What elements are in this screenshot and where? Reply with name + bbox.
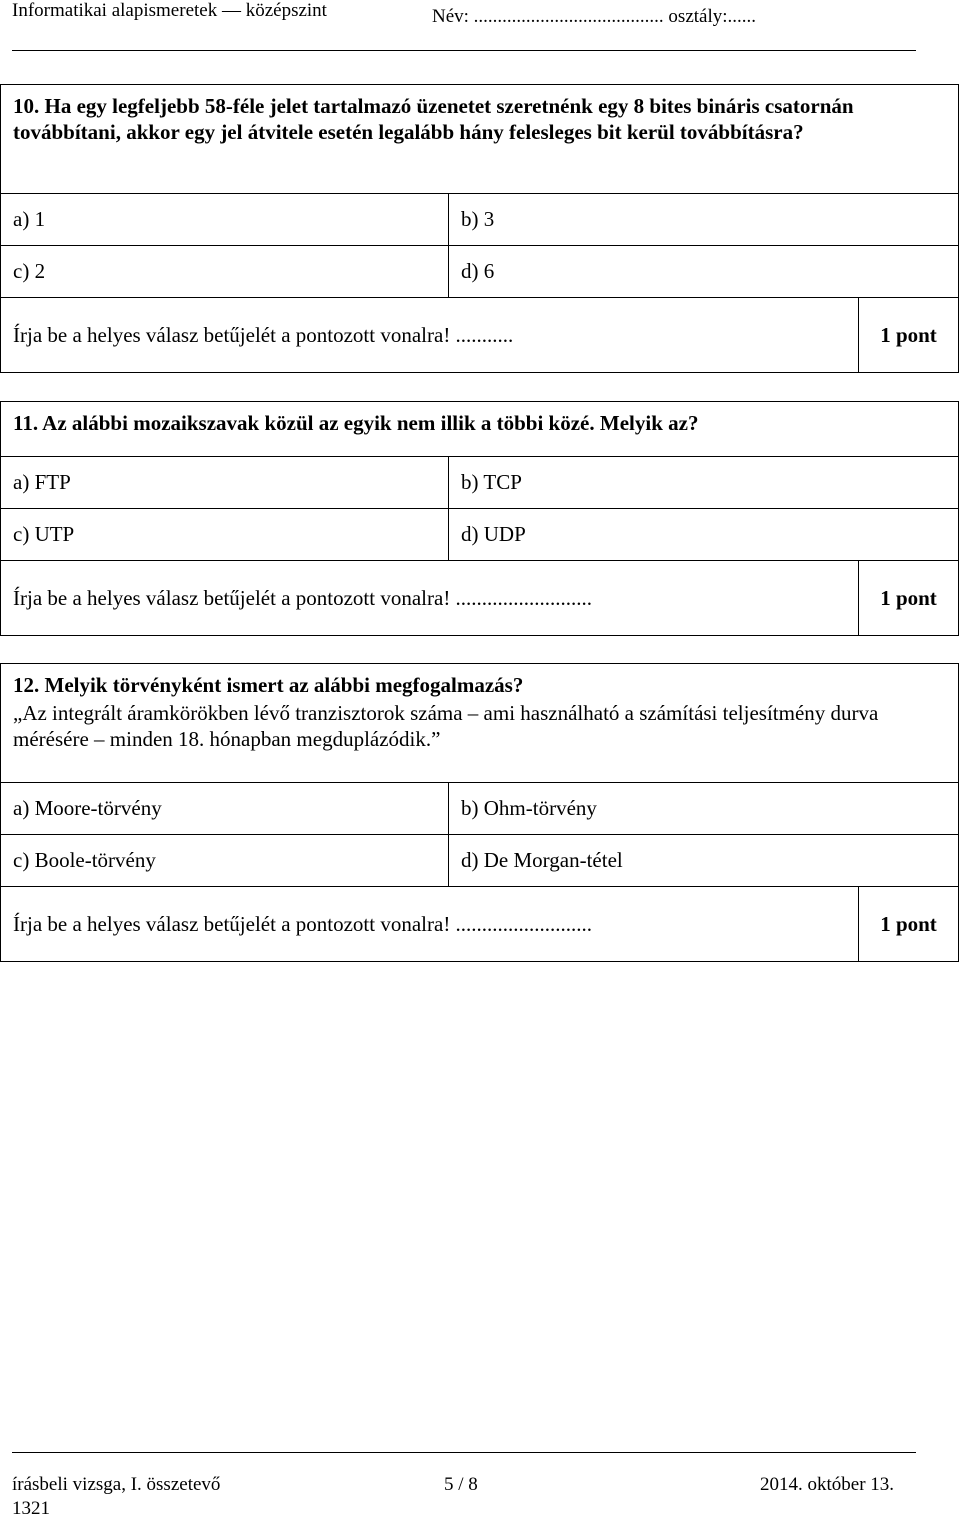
option-a: a) Moore-törvény <box>1 783 449 835</box>
question-10-title: 10. Ha egy legfeljebb 58-féle jelet tartalmazó üzenetet szeretnénk egy 8 bites bináris csatornán továbbítani, akkor egy jel átvitele esetén legalább hány felesleges bit kerül továbbításra? <box>1 85 959 194</box>
exam-label: írásbeli vizsga, I. összetevő <box>12 1474 221 1495</box>
question-11-title: 11. Az alábbi mozaikszavak közül az egyik nem illik a többi közé. Melyik az? <box>1 402 959 457</box>
question-12-title: 12. Melyik törvényként ismert az alábbi megfogalmazás? <box>13 673 524 697</box>
option-d: d) UDP <box>449 509 959 561</box>
page-header <box>12 0 916 52</box>
option-a: a) FTP <box>1 457 449 509</box>
question-12-table <box>0 663 959 962</box>
exam-date: 2014. október 13. <box>760 1474 895 1495</box>
option-d: d) De Morgan-tétel <box>449 835 959 887</box>
exam-code: 1321 <box>12 1498 50 1519</box>
name-class-field: Név: ........................................ osztály:...... <box>432 6 757 27</box>
question-12-quote: „Az integrált áramkörökben lévő tranzisztorok száma – ami használható a számítási teljesítmény durva mérésére – minden 18. hónapban megduplázódik.” <box>13 701 879 751</box>
points-label: 1 pont <box>859 887 959 962</box>
points-label: 1 pont <box>859 561 959 636</box>
option-c: c) 2 <box>1 246 449 298</box>
answer-instruction[interactable]: Írja be a helyes válasz betűjelét a pontozott vonalra! .......................... <box>1 561 859 636</box>
answer-instruction[interactable]: Írja be a helyes válasz betűjelét a pontozott vonalra! ........... <box>1 298 859 373</box>
header-rule <box>12 50 916 51</box>
answer-instruction[interactable]: Írja be a helyes válasz betűjelét a pontozott vonalra! .......................... <box>1 887 859 962</box>
question-12-cell <box>1 664 959 783</box>
option-b: b) TCP <box>449 457 959 509</box>
question-10-table <box>0 84 959 373</box>
option-b: b) Ohm-törvény <box>449 783 959 835</box>
page-number: 5 / 8 <box>444 1474 478 1495</box>
footer-rule <box>12 1452 916 1453</box>
subject-title: Informatikai alapismeretek — középszint <box>12 0 327 21</box>
option-c: c) UTP <box>1 509 449 561</box>
question-11-table <box>0 401 959 636</box>
points-label: 1 pont <box>859 298 959 373</box>
option-a: a) 1 <box>1 194 449 246</box>
option-d: d) 6 <box>449 246 959 298</box>
option-c: c) Boole-törvény <box>1 835 449 887</box>
option-b: b) 3 <box>449 194 959 246</box>
